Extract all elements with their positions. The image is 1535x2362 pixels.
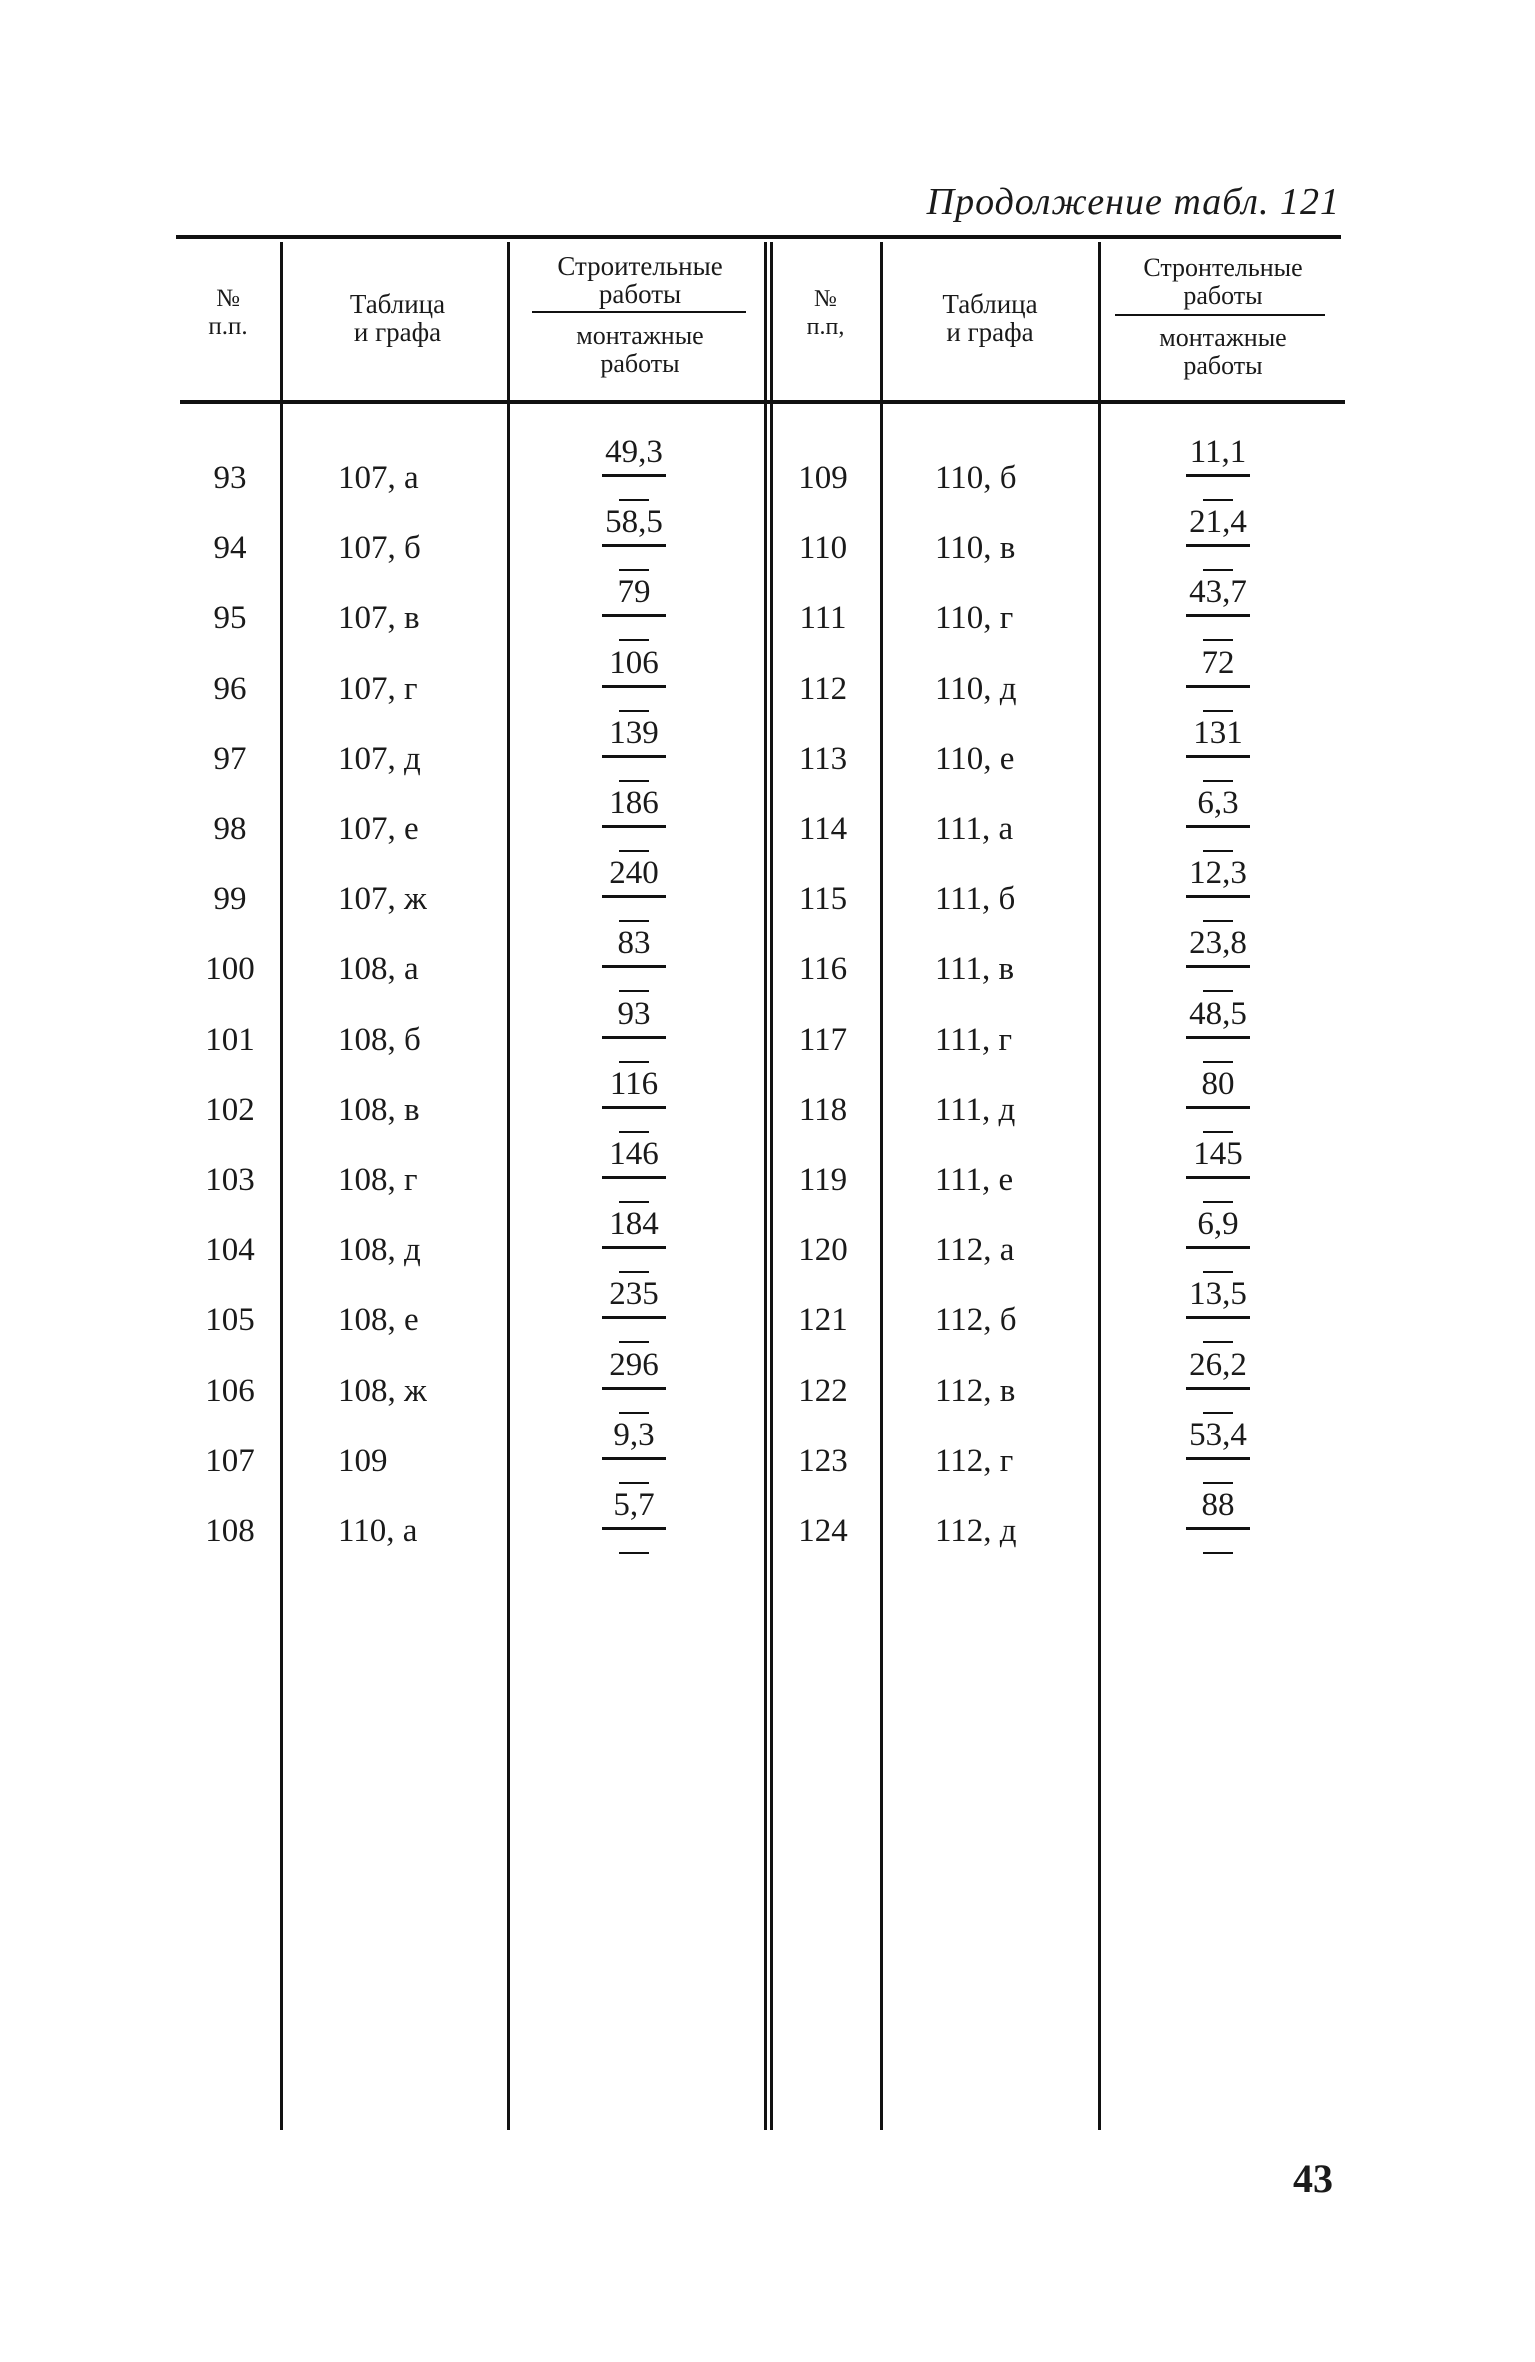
fraction-bar bbox=[1186, 614, 1250, 617]
row-number: 95 bbox=[213, 600, 247, 636]
row-dash bbox=[619, 499, 649, 501]
header-work-bottom: монтажные работы bbox=[576, 321, 704, 378]
row-dash bbox=[1203, 1271, 1233, 1273]
col-divider-2 bbox=[507, 242, 510, 2130]
header-fraction-line-right bbox=[1115, 314, 1325, 316]
fraction-bar bbox=[1186, 1106, 1250, 1109]
row-table-ref: 112, д bbox=[935, 1513, 1017, 1549]
row-dash bbox=[1203, 850, 1233, 852]
row-value: 184 bbox=[609, 1206, 659, 1242]
row-number: 109 bbox=[798, 460, 848, 496]
row-value-fraction bbox=[1158, 785, 1278, 852]
fraction-bar bbox=[602, 614, 666, 617]
row-value-fraction bbox=[574, 1206, 694, 1273]
row-number: 103 bbox=[205, 1162, 255, 1198]
row-dash bbox=[1203, 639, 1233, 641]
fraction-bar bbox=[1186, 825, 1250, 828]
row-dash bbox=[1203, 920, 1233, 922]
row-value: 79 bbox=[617, 574, 651, 610]
row-value-fraction bbox=[1158, 1276, 1278, 1343]
row-value-fraction bbox=[574, 925, 694, 992]
row-number: 105 bbox=[205, 1302, 255, 1338]
row-table-ref: 112, б bbox=[935, 1302, 1017, 1338]
fraction-bar bbox=[1186, 685, 1250, 688]
row-table-ref: 110, в bbox=[935, 530, 1016, 566]
row-value-fraction bbox=[574, 1136, 694, 1203]
row-value-fraction bbox=[1158, 1136, 1278, 1203]
row-dash bbox=[619, 1482, 649, 1484]
fraction-bar bbox=[602, 544, 666, 547]
row-table-ref: 107, д bbox=[338, 741, 421, 777]
row-dash bbox=[619, 780, 649, 782]
row-value: 116 bbox=[609, 1066, 659, 1102]
fraction-bar bbox=[1186, 1316, 1250, 1319]
header-work-top: Строительные работы bbox=[557, 251, 723, 309]
row-value: 12,3 bbox=[1189, 855, 1247, 891]
fraction-bar bbox=[602, 1527, 666, 1530]
row-number: 99 bbox=[213, 881, 247, 917]
row-number: 123 bbox=[798, 1443, 848, 1479]
fraction-bar bbox=[1186, 1246, 1250, 1249]
row-table-ref: 110, а bbox=[338, 1513, 418, 1549]
fraction-bar bbox=[602, 1106, 666, 1109]
row-table-ref: 107, б bbox=[338, 530, 421, 566]
row-number: 119 bbox=[798, 1162, 848, 1198]
row-value: 53,4 bbox=[1189, 1417, 1247, 1453]
row-value-fraction bbox=[574, 1417, 694, 1484]
row-dash bbox=[1203, 1131, 1233, 1133]
row-value-fraction bbox=[574, 434, 694, 501]
row-table-ref: 107, а bbox=[338, 460, 419, 496]
row-table-ref: 111, д bbox=[935, 1092, 1016, 1128]
row-value-fraction bbox=[1158, 1066, 1278, 1133]
row-value: 93 bbox=[617, 996, 651, 1032]
row-value: 11,1 bbox=[1189, 434, 1247, 470]
row-value: 235 bbox=[609, 1276, 659, 1312]
row-table-ref: 112, а bbox=[935, 1232, 1015, 1268]
row-dash bbox=[619, 569, 649, 571]
row-table-ref: 107, в bbox=[338, 600, 420, 636]
row-table-ref: 107, ж bbox=[338, 881, 427, 917]
header-num-right: № п.п, bbox=[806, 286, 845, 340]
row-value: 13,5 bbox=[1189, 1276, 1247, 1312]
row-value: 9,3 bbox=[613, 1417, 655, 1453]
row-dash bbox=[619, 710, 649, 712]
fraction-bar bbox=[1186, 965, 1250, 968]
row-number: 115 bbox=[798, 881, 848, 917]
row-number: 117 bbox=[798, 1022, 848, 1058]
row-value: 80 bbox=[1201, 1066, 1235, 1102]
row-value-fraction bbox=[574, 715, 694, 782]
row-value: 5,7 bbox=[613, 1487, 655, 1523]
row-value-fraction bbox=[1158, 504, 1278, 571]
row-value-fraction bbox=[1158, 1347, 1278, 1414]
row-value: 58,5 bbox=[605, 504, 663, 540]
fraction-bar bbox=[1186, 1036, 1250, 1039]
row-value: 145 bbox=[1193, 1136, 1243, 1172]
fraction-bar bbox=[1186, 544, 1250, 547]
row-value-fraction bbox=[1158, 996, 1278, 1063]
fraction-bar bbox=[1186, 1176, 1250, 1179]
row-table-ref: 108, д bbox=[338, 1232, 421, 1268]
row-table-ref: 108, б bbox=[338, 1022, 421, 1058]
fraction-bar bbox=[602, 1316, 666, 1319]
fraction-bar bbox=[602, 895, 666, 898]
row-dash bbox=[1203, 1552, 1233, 1554]
row-dash bbox=[1203, 499, 1233, 501]
row-value-fraction bbox=[1158, 434, 1278, 501]
row-dash bbox=[619, 1201, 649, 1203]
fraction-bar bbox=[602, 1387, 666, 1390]
row-number: 106 bbox=[205, 1373, 255, 1409]
row-value: 6,3 bbox=[1197, 785, 1239, 821]
col-divider-5 bbox=[1098, 242, 1101, 2130]
row-table-ref: 108, а bbox=[338, 951, 419, 987]
row-table-ref: 108, г bbox=[338, 1162, 418, 1198]
row-number: 110 bbox=[798, 530, 848, 566]
row-number: 120 bbox=[798, 1232, 848, 1268]
row-table-ref: 111, г bbox=[935, 1022, 1013, 1058]
row-number: 118 bbox=[798, 1092, 848, 1128]
row-table-ref: 110, г bbox=[935, 600, 1014, 636]
row-value-fraction bbox=[1158, 645, 1278, 712]
row-number: 104 bbox=[205, 1232, 255, 1268]
header-num: № п.п. bbox=[208, 285, 248, 340]
row-dash bbox=[1203, 1482, 1233, 1484]
row-value-fraction bbox=[574, 574, 694, 641]
row-dash bbox=[1203, 1201, 1233, 1203]
fraction-bar bbox=[602, 1036, 666, 1039]
row-number: 94 bbox=[213, 530, 247, 566]
fraction-bar bbox=[602, 825, 666, 828]
row-value: 146 bbox=[609, 1136, 659, 1172]
row-value: 88 bbox=[1201, 1487, 1235, 1523]
row-number: 112 bbox=[798, 671, 848, 707]
row-dash bbox=[1203, 569, 1233, 571]
row-table-ref: 112, в bbox=[935, 1373, 1016, 1409]
row-number: 121 bbox=[798, 1302, 848, 1338]
header-bottom-rule bbox=[180, 400, 1345, 404]
row-number: 113 bbox=[798, 741, 848, 777]
row-value: 72 bbox=[1201, 645, 1235, 681]
row-value-fraction bbox=[574, 785, 694, 852]
row-table-ref: 108, в bbox=[338, 1092, 420, 1128]
row-dash bbox=[1203, 710, 1233, 712]
row-number: 93 bbox=[213, 460, 247, 496]
fraction-bar bbox=[1186, 474, 1250, 477]
row-number: 116 bbox=[798, 951, 848, 987]
fraction-bar bbox=[602, 1246, 666, 1249]
row-value-fraction bbox=[574, 996, 694, 1063]
row-value: 26,2 bbox=[1189, 1347, 1247, 1383]
row-number: 124 bbox=[798, 1513, 848, 1549]
row-value: 240 bbox=[609, 855, 659, 891]
fraction-bar bbox=[602, 965, 666, 968]
row-value-fraction bbox=[1158, 1417, 1278, 1484]
header-fraction-line bbox=[532, 311, 746, 313]
row-value: 21,4 bbox=[1189, 504, 1247, 540]
fraction-bar bbox=[602, 685, 666, 688]
row-table-ref: 111, б bbox=[935, 881, 1016, 917]
header-work-top-right: Стронтельные работы bbox=[1143, 253, 1303, 310]
row-dash bbox=[619, 850, 649, 852]
row-table-ref: 108, е bbox=[338, 1302, 419, 1338]
row-dash bbox=[619, 1552, 649, 1554]
row-value-fraction bbox=[574, 855, 694, 922]
row-value-fraction bbox=[1158, 574, 1278, 641]
page-number: 43 bbox=[1293, 2156, 1333, 2201]
row-number: 101 bbox=[205, 1022, 255, 1058]
row-value-fraction bbox=[574, 645, 694, 712]
row-number: 111 bbox=[799, 600, 847, 636]
row-value-fraction bbox=[1158, 925, 1278, 992]
fraction-bar bbox=[602, 1176, 666, 1179]
row-dash bbox=[619, 920, 649, 922]
row-value: 186 bbox=[609, 785, 659, 821]
row-table-ref: 110, б bbox=[935, 460, 1017, 496]
row-value-fraction bbox=[574, 1066, 694, 1133]
row-table-ref: 111, е bbox=[935, 1162, 1014, 1198]
row-value: 139 bbox=[609, 715, 659, 751]
fraction-bar bbox=[1186, 1527, 1250, 1530]
row-dash bbox=[1203, 1061, 1233, 1063]
row-table-ref: 109 bbox=[338, 1443, 388, 1479]
row-value: 83 bbox=[617, 925, 651, 961]
row-value-fraction bbox=[574, 504, 694, 571]
row-value-fraction bbox=[574, 1276, 694, 1343]
row-dash bbox=[619, 1271, 649, 1273]
row-value: 49,3 bbox=[605, 434, 663, 470]
row-number: 122 bbox=[798, 1373, 848, 1409]
row-number: 100 bbox=[205, 951, 255, 987]
top-rule bbox=[176, 235, 1341, 239]
row-table-ref: 111, в bbox=[935, 951, 1015, 987]
row-table-ref: 107, г bbox=[338, 671, 418, 707]
table-caption: Продолжение табл. 121 bbox=[926, 181, 1340, 223]
row-value: 131 bbox=[1193, 715, 1243, 751]
row-value: 296 bbox=[609, 1347, 659, 1383]
row-value-fraction bbox=[1158, 855, 1278, 922]
row-dash bbox=[619, 1341, 649, 1343]
row-value: 6,9 bbox=[1197, 1206, 1239, 1242]
row-value-fraction bbox=[1158, 1487, 1278, 1554]
header-table-col-right: Таблица и графа bbox=[942, 289, 1038, 347]
row-number: 102 bbox=[205, 1092, 255, 1128]
fraction-bar bbox=[1186, 755, 1250, 758]
fraction-bar bbox=[602, 755, 666, 758]
header-work-bottom-right: монтажные работы bbox=[1159, 323, 1287, 380]
row-dash bbox=[1203, 990, 1233, 992]
row-dash bbox=[1203, 1341, 1233, 1343]
row-value-fraction bbox=[574, 1487, 694, 1554]
row-table-ref: 108, ж bbox=[338, 1373, 427, 1409]
header-table-col: Таблица и графа bbox=[349, 289, 446, 347]
row-number: 97 bbox=[213, 741, 247, 777]
row-dash bbox=[619, 1412, 649, 1414]
row-table-ref: 107, е bbox=[338, 811, 419, 847]
row-value-fraction bbox=[1158, 1206, 1278, 1273]
row-value: 23,8 bbox=[1189, 925, 1247, 961]
row-value: 48,5 bbox=[1189, 996, 1247, 1032]
row-number: 107 bbox=[205, 1443, 255, 1479]
row-number: 98 bbox=[213, 811, 247, 847]
row-value: 106 bbox=[609, 645, 659, 681]
row-value-fraction bbox=[574, 1347, 694, 1414]
row-value: 43,7 bbox=[1189, 574, 1247, 610]
fraction-bar bbox=[1186, 1457, 1250, 1460]
row-dash bbox=[1203, 1412, 1233, 1414]
row-table-ref: 110, д bbox=[935, 671, 1017, 707]
row-number: 108 bbox=[205, 1513, 255, 1549]
fraction-bar bbox=[1186, 895, 1250, 898]
fraction-bar bbox=[602, 1457, 666, 1460]
row-dash bbox=[619, 990, 649, 992]
row-dash bbox=[1203, 780, 1233, 782]
row-table-ref: 111, а bbox=[935, 811, 1014, 847]
fraction-bar bbox=[1186, 1387, 1250, 1390]
row-number: 96 bbox=[213, 671, 247, 707]
row-dash bbox=[619, 639, 649, 641]
row-number: 114 bbox=[798, 811, 848, 847]
row-dash bbox=[619, 1131, 649, 1133]
fraction-bar bbox=[602, 474, 666, 477]
row-value-fraction bbox=[1158, 715, 1278, 782]
row-dash bbox=[619, 1061, 649, 1063]
row-table-ref: 110, е bbox=[935, 741, 1015, 777]
row-table-ref: 112, г bbox=[935, 1443, 1014, 1479]
